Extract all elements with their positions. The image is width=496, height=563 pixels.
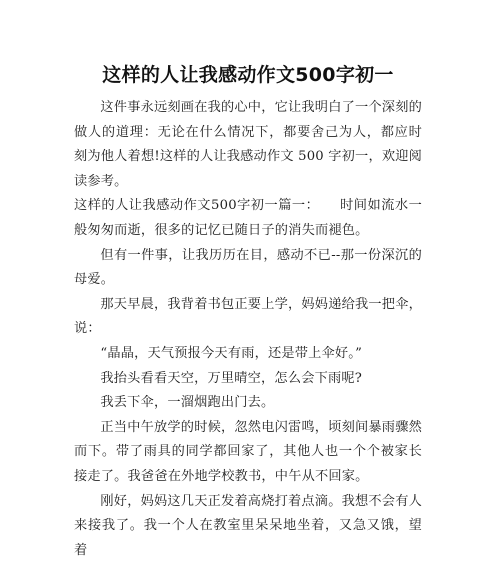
paragraph-intro: 这件事永远刻画在我的心中，它让我明白了一个深刻的做人的道理：无论在什么情况下，都要舍己为人，都应时刻为他人着想!这样的人让我感动作文 500 字初一，欢迎阅读参考。: [74, 96, 422, 194]
paragraph-morning: 那天早晨，我背着书包正要上学，妈妈递给我一把伞，说：: [74, 293, 422, 342]
paragraph-storm: 正当中午放学的时候，忽然电闪雷鸣，顷刻间暴雨骤然而下。带了雨具的同学都回家了，其他人也一个个被家长接走了。我爸爸在外地学校教书，中午从不回家。: [74, 416, 422, 490]
paragraph-waiting: 刚好，妈妈这几天正发着高烧打着点滴。我想不会有人来接我了。我一个人在教室里呆呆地坐着，又急又饿，望着: [74, 490, 422, 563]
paragraph-left-umbrella: 我丢下伞，一溜烟跑出门去。: [74, 391, 422, 416]
paragraph-sky: 我抬头看看天空，万里晴空，怎么会下雨呢?: [74, 367, 422, 392]
document-title: 这样的人让我感动作文500字初一: [74, 62, 422, 88]
paragraph-essay-heading: 这样的人让我感动作文500字初一篇一： 时间如流水一般匆匆而逝，很多的记忆已随日子的消失而褪色。: [74, 194, 422, 243]
paragraph-memory: 但有一件事，让我历历在目，感动不已--那一份深沉的母爱。: [74, 244, 422, 293]
paragraph-mother-quote: “晶晶，天气预报今天有雨，还是带上伞好。”: [74, 342, 422, 367]
